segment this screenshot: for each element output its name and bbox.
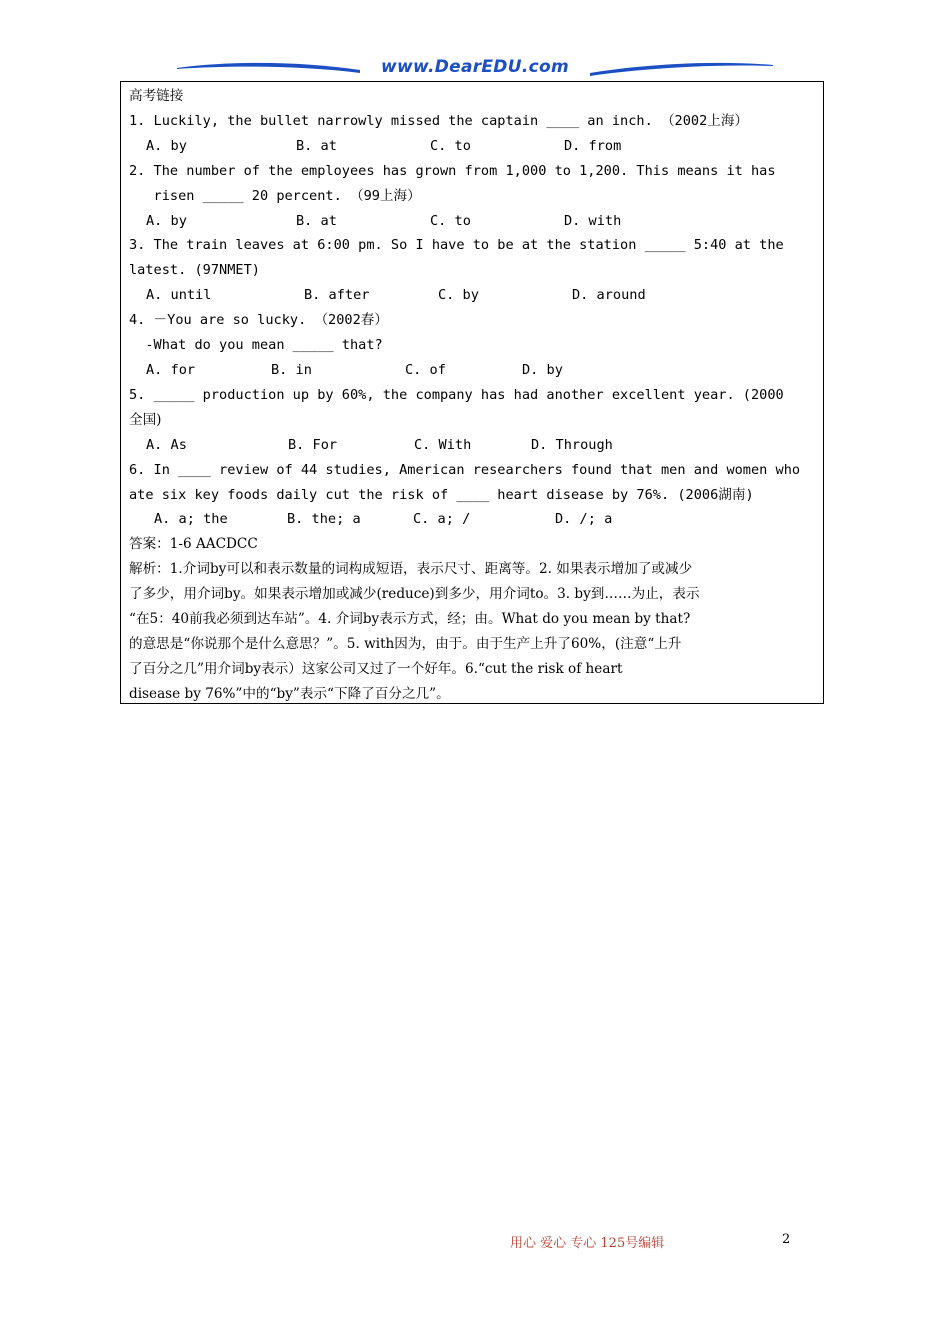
option: B. at — [296, 137, 337, 154]
question-6-line-1: 6. In ____ review of 44 studies, American researchers found that men and women who — [129, 461, 801, 478]
question-3-line-1: 3. The train leaves at 6:00 pm. So I have to be at the station _____ 5:40 at the — [129, 237, 784, 254]
option: C. by — [438, 287, 479, 304]
option: B. the; a — [287, 511, 361, 528]
option: B. at — [296, 212, 337, 229]
analysis-line: 的意思是“你说那个是什么意思？”。5. with因为，由于。由于生产上升了60%，(注意“上升 — [129, 635, 682, 652]
option: A. by — [146, 137, 187, 154]
analysis-line: 了百分之几”用介词by表示）这家公司又过了一个好年。6.“cut the risk of heart — [129, 660, 623, 677]
question-2-options — [129, 209, 815, 234]
option: A. for — [146, 361, 196, 378]
option: C. a; / — [413, 511, 471, 528]
question-4-line-1: 4. －You are so lucky. （2002春） — [129, 312, 388, 329]
question-2-line-1: 2. The number of the employees has grown from 1,000 to 1,200. This means it has — [129, 162, 776, 179]
option: A. a; the — [154, 511, 228, 528]
answer-line: 答案：1-6 AACDCC — [129, 536, 258, 553]
question-4-line-2: -What do you mean _____ that? — [129, 337, 383, 354]
option: D. Through — [531, 436, 613, 453]
option: C. of — [405, 361, 446, 378]
option: B. in — [271, 361, 312, 378]
analysis-line: disease by 76%”中的“by”表示“下降了百分之几”。 — [129, 685, 450, 702]
site-header — [175, 56, 775, 82]
question-5-line-2: 全国) — [129, 411, 162, 428]
question-3-options — [129, 283, 815, 308]
analysis-line: 了多少，用介词by。如果表示增加或减少(reduce)到多少，用介词to。3. by到……为止，表示 — [129, 586, 700, 603]
question-6-line-2: ate six key foods daily cut the risk of ____ heart disease by 76%. (2006湖南) — [129, 486, 754, 503]
analysis-line: “在5：40前我必须到达车站”。4. 介词by表示方式，经；由。What do you mean by that? — [129, 611, 691, 628]
site-url[interactable]: www.DearEDU.com — [381, 57, 569, 77]
option: A. As — [146, 436, 187, 453]
option: A. until — [146, 287, 212, 304]
option: D. /; a — [555, 511, 613, 528]
option: D. around — [572, 287, 646, 304]
option: B. For — [288, 436, 338, 453]
question-5-line-1: 5. _____ production up by 60%, the company has had another excellent year. (2000 — [129, 386, 784, 403]
page-number: 2 — [782, 1232, 791, 1247]
option: D. by — [522, 361, 563, 378]
option: D. from — [564, 137, 622, 154]
footer-text: 用心 爱心 专心 125号编辑 — [510, 1236, 665, 1251]
option: D. with — [564, 212, 622, 229]
question-box — [120, 81, 824, 704]
question-1: 1. Luckily, the bullet narrowly missed the captain ____ an inch. （2002上海） — [129, 112, 749, 129]
option: B. after — [304, 287, 370, 304]
question-1-options — [129, 134, 815, 159]
question-4-options — [129, 358, 815, 383]
option: C. to — [430, 212, 471, 229]
question-2-line-2: risen _____ 20 percent. （99上海） — [129, 187, 421, 204]
section-title: 高考链接 — [129, 88, 184, 104]
analysis-line: 解析：1.介词by可以和表示数量的词构成短语，表示尺寸、距离等。2. 如果表示增加了或减少 — [129, 561, 693, 578]
question-3-line-2: latest. (97NMET) — [129, 262, 260, 279]
option: C. to — [430, 137, 471, 154]
question-5-options — [129, 433, 815, 458]
question-6-options — [129, 507, 815, 532]
option: A. by — [146, 212, 187, 229]
option: C. With — [414, 436, 472, 453]
